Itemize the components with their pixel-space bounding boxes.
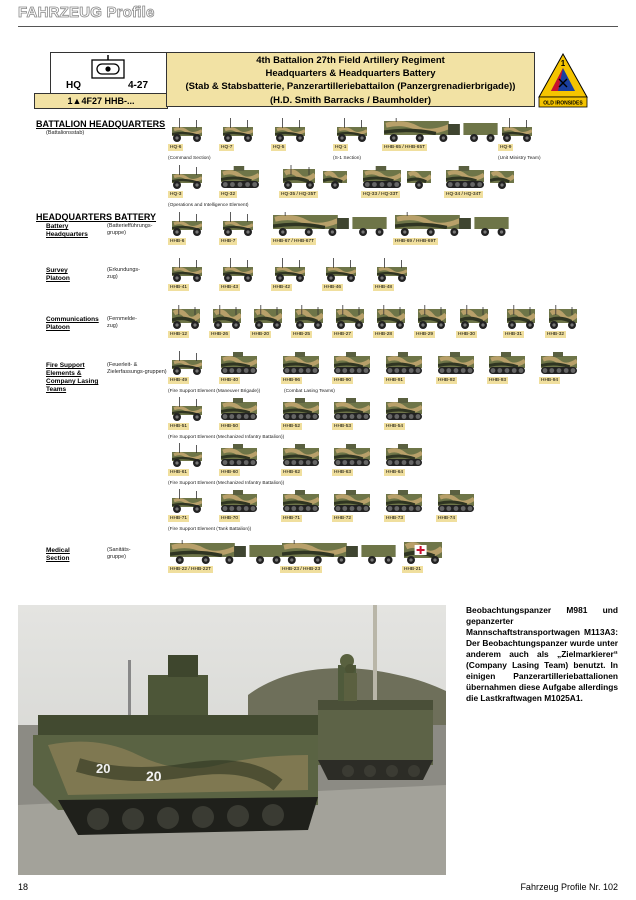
vehicle-label: HHB-43 — [221, 285, 239, 290]
note-combat-lasing: (Combat Lasing Teams) — [284, 389, 335, 394]
vehicle-label: HHB-94 — [541, 378, 559, 383]
vehicle-label: HHB-49 — [170, 378, 188, 383]
vehicle-m981 — [436, 351, 476, 381]
vehicle-m981 — [332, 443, 372, 473]
tracked-artillery-symbol-icon — [91, 55, 125, 79]
vehicle-hmmwv — [219, 118, 257, 148]
vehicle-truck — [280, 540, 398, 570]
truck-icon — [393, 212, 511, 237]
vehicle-m981 — [219, 489, 259, 519]
hmmwv-icon — [271, 118, 309, 143]
hmmwv-icon — [219, 118, 257, 143]
vehicle-label: HHB-96 — [283, 378, 301, 383]
vehicle-label: HHB-72 — [334, 516, 352, 521]
vehicle-m981 — [539, 351, 579, 381]
vehicle-label: HQ-1 — [335, 145, 347, 150]
vehicle-hmmwvs — [168, 305, 204, 335]
group-battery-hq-de: (Batteriefführungs-gruppe) — [107, 223, 153, 236]
vehicle-label: HHB-62 — [283, 470, 301, 475]
vehicle-label: HHB-64 — [386, 470, 404, 475]
hmmwvs-icon — [545, 305, 581, 330]
hmmwv-icon — [498, 118, 536, 143]
vehicle-hmmwv — [168, 212, 206, 242]
vehicle-hmmwv — [219, 212, 257, 242]
vehicle-label: HHB-50 — [221, 424, 239, 429]
vehicle-m981 — [384, 443, 424, 473]
m981-icon — [384, 397, 424, 422]
vehicle-m981 — [384, 489, 424, 519]
vehicle-label: HHB-53 — [334, 424, 352, 429]
group-comms: Communications Platoon — [46, 316, 99, 331]
truck-icon — [280, 540, 398, 565]
patch-motto: OLD IRONSIDES — [543, 100, 583, 107]
hmmwv-icon — [271, 258, 309, 283]
vehicle-m981 — [384, 351, 424, 381]
vehicle-label: HHB-67 / HHB-67T — [273, 239, 315, 244]
hmmwvs-icon — [456, 305, 492, 330]
vehicle-label: HHB-74 — [438, 516, 456, 521]
m981-icon — [281, 443, 321, 468]
note-fse-tank: (Fire Support Element (Tank Battalion)) — [168, 527, 252, 532]
vehicle-label: HQ-32 — [221, 192, 236, 197]
vehicle-label: HQ-33 / HQ-33T — [363, 192, 399, 197]
vehicle-m981 — [219, 443, 259, 473]
hmmwv-icon — [168, 165, 206, 190]
note-fse-maneuver: (Fire Support Element (Maneuver Brigade)) — [168, 389, 261, 394]
truck-icon — [271, 212, 389, 237]
vehicle-hmmwvs — [373, 305, 409, 335]
vehicle-label: HHB-65 / HHB-65T — [384, 145, 426, 150]
vehicle-photo — [18, 605, 446, 875]
vehicle-hmmwv — [219, 258, 257, 288]
group-fire-support: Fire Support Elements & Company Lasing Teams — [46, 362, 99, 393]
note-s1-section: (S-1 Section) — [333, 156, 361, 161]
vehicle-m577trailer — [361, 165, 433, 195]
m981-icon — [332, 443, 372, 468]
section-battalion-hq-de: (Battalionsstab) — [46, 130, 85, 136]
vehicle-m981 — [219, 397, 259, 427]
m577trailer-icon — [361, 165, 433, 190]
vehicle-label: HQ-6 — [170, 145, 182, 150]
vehicle-label: HHB-61 — [170, 470, 188, 475]
vehicle-label: HHB-32 — [547, 332, 565, 337]
vehicle-hmmwv — [373, 258, 411, 288]
vehicle-label: HQ-7 — [221, 145, 233, 150]
title-line: Headquarters & Headquarters Battery — [265, 68, 436, 80]
vehicle-hmmwvs — [291, 305, 327, 335]
division-patch — [538, 53, 588, 108]
vehicle-hmmwvs — [414, 305, 450, 335]
hull-number: 20 — [96, 761, 111, 776]
hmmwv-icon — [333, 118, 371, 143]
hmmwv-icon — [168, 258, 206, 283]
vehicle-label: HHB-29 — [416, 332, 434, 337]
vehicle-hmmwvs — [332, 305, 368, 335]
vehicle-label: HHB-51 — [170, 424, 188, 429]
unit-symbol — [50, 52, 168, 95]
vehicle-truck — [382, 118, 500, 148]
m981-icon — [219, 443, 259, 468]
vehicle-m981 — [487, 351, 527, 381]
vehicle-m981 — [384, 397, 424, 427]
publication-name: Fahrzeug Profile Nr. 102 — [520, 882, 618, 892]
group-medical: Medical Section — [46, 547, 70, 562]
note-command-section: (Command Section) — [168, 156, 211, 161]
m577trailer-icon — [444, 165, 516, 190]
hull-number: 20 — [146, 768, 162, 784]
page-number: 18 — [18, 882, 29, 892]
vehicle-label: HHB-93 — [489, 378, 507, 383]
vehicle-label: HHB-48 — [375, 285, 393, 290]
m981-icon — [384, 443, 424, 468]
group-battery-hq: Battery Headquarters — [46, 223, 88, 238]
vehicle-label: HHB-71 — [170, 516, 188, 521]
vehicle-label: HHB-25 — [293, 332, 311, 337]
m981-icon — [539, 351, 579, 376]
vehicle-hmmwvtrailer — [279, 165, 349, 195]
vehicle-hmmwv — [168, 351, 206, 381]
vehicle-label: HQ-35 / HQ-35T — [281, 192, 317, 197]
m981-icon — [281, 489, 321, 514]
vehicle-hmmwv — [168, 258, 206, 288]
truck-icon — [168, 540, 286, 565]
vehicle-label: HHB-20 — [252, 332, 270, 337]
vehicle-label: HHB-46 — [324, 285, 342, 290]
unit-title-box — [166, 52, 535, 107]
vehicle-ambulance — [402, 540, 444, 570]
vehicle-label: HHB-27 — [334, 332, 352, 337]
note-ops-intel: (Operations and Intelligence Element) — [168, 203, 249, 208]
group-comms-de: (Fernmelde-zug) — [107, 316, 137, 329]
section-hq-battery: HEADQUARTERS BATTERY — [36, 212, 157, 222]
vehicle-label: HQ-34 / HQ-34T — [446, 192, 482, 197]
truck-icon — [382, 118, 500, 143]
hmmwvs-icon — [503, 305, 539, 330]
vehicle-truck — [168, 540, 286, 570]
m981-icon — [281, 397, 321, 422]
hmmwv-icon — [168, 118, 206, 143]
vehicle-label: HHB-30 — [458, 332, 476, 337]
m981-icon — [332, 351, 372, 376]
vehicle-label: HHB-12 — [170, 332, 188, 337]
hmmwv-icon — [219, 212, 257, 237]
vehicle-label: HHB-41 — [170, 285, 188, 290]
vehicle-label: HHB-69 / HHB-69T — [395, 239, 437, 244]
vehicle-m577trailer — [444, 165, 516, 195]
vehicle-m981 — [281, 489, 321, 519]
unit-hq-label: HQ — [66, 80, 81, 91]
vehicle-m577 — [219, 165, 261, 195]
note-fse-mech-2: (Fire Support Element (Mechanized Infantry Battalion)) — [168, 481, 285, 486]
hmmwvs-icon — [209, 305, 245, 330]
hmmwvtrailer-icon — [279, 165, 349, 190]
m981-icon — [219, 351, 259, 376]
m981-icon — [487, 351, 527, 376]
vehicle-label: HHB-42 — [273, 285, 291, 290]
vehicle-m981 — [436, 489, 476, 519]
m981-icon — [436, 489, 476, 514]
vehicle-m981 — [281, 351, 321, 381]
m981-icon — [384, 489, 424, 514]
vehicle-hmmwv — [271, 118, 309, 148]
hmmwv-icon — [219, 258, 257, 283]
vehicle-hmmwv — [168, 397, 206, 427]
vehicle-hmmwvs — [456, 305, 492, 335]
vehicle-hmmwv — [168, 489, 206, 519]
hmmwv-icon — [373, 258, 411, 283]
vehicle-hmmwv — [168, 443, 206, 473]
unit-designation: 4-27 — [128, 80, 149, 91]
header-rule — [18, 26, 618, 27]
vehicle-hmmwv — [498, 118, 536, 148]
vehicle-hmmwvs — [250, 305, 286, 335]
vehicle-label: HHB-63 — [334, 470, 352, 475]
vehicle-label: HHB-21 — [404, 567, 422, 572]
hmmwv-icon — [168, 212, 206, 237]
vehicle-label: HQ-3 — [170, 192, 182, 197]
m981-icon — [219, 397, 259, 422]
m577-icon — [219, 165, 261, 190]
m981-icon — [332, 489, 372, 514]
vehicle-m981 — [332, 489, 372, 519]
vehicle-label: HHB-7 — [221, 239, 236, 244]
vehicle-label: HHB-26 — [211, 332, 229, 337]
vehicle-label: HHB-6 — [170, 239, 185, 244]
vehicle-label: HHB-23 / HHB-23 — [282, 567, 321, 572]
hmmwv-icon — [322, 258, 360, 283]
vehicle-label: HHB-28 — [375, 332, 393, 337]
vehicle-truck — [393, 212, 511, 242]
hmmwv-icon — [168, 351, 206, 376]
hmmwvs-icon — [414, 305, 450, 330]
hmmwvs-icon — [373, 305, 409, 330]
vehicle-hmmwv — [271, 258, 309, 288]
note-fse-mech-1: (Fire Support Element (Mechanized Infantry Battalion)) — [168, 435, 285, 440]
group-survey: Survey Platoon — [46, 267, 70, 282]
hmmwv-icon — [168, 489, 206, 514]
ambulance-icon — [402, 540, 444, 565]
vehicle-label: HHB-90 — [334, 378, 352, 383]
vehicle-truck — [271, 212, 389, 242]
vehicle-label: HQ-9 — [500, 145, 512, 150]
vehicle-hmmwv — [322, 258, 360, 288]
vehicle-label: HHB-60 — [221, 470, 239, 475]
vehicle-label: HHB-40 — [221, 378, 239, 383]
vehicle-label: HHB-71 — [283, 516, 301, 521]
vehicle-hmmwvs — [503, 305, 539, 335]
vehicle-label: HQ-5 — [273, 145, 285, 150]
group-medical-de: (Sanitäts-gruppe) — [107, 547, 131, 560]
title-line: (Stab & Stabsbatterie, Panzerartilleriebattailon (Panzergrenadierbrigade)) — [185, 81, 516, 93]
vehicle-label: HHB-73 — [386, 516, 404, 521]
vehicle-label: HHB-91 — [386, 378, 404, 383]
vehicle-hmmwvs — [209, 305, 245, 335]
vehicle-label: HHB-92 — [438, 378, 456, 383]
group-fire-support-de: (Feuerleit- & Zielerfassungs-gruppen) — [107, 362, 167, 375]
group-survey-de: (Erkundungs-zug) — [107, 267, 141, 280]
m981-icon — [219, 489, 259, 514]
section-battalion-hq: BATTALION HEADQUARTERS — [36, 119, 166, 129]
m981-icon — [332, 397, 372, 422]
hmmwv-icon — [168, 443, 206, 468]
m981-icon — [436, 351, 476, 376]
vehicle-label: HHB-54 — [386, 424, 404, 429]
vehicle-label: HHB-31 — [505, 332, 523, 337]
vehicle-hmmwv — [333, 118, 371, 148]
note-unit-ministry: (Unit Ministry Team) — [498, 156, 541, 161]
title-line: 4th Battalion 27th Field Artillery Regiment — [256, 55, 445, 66]
hmmwvs-icon — [250, 305, 286, 330]
vehicle-m981 — [281, 443, 321, 473]
armored-division-patch-icon — [538, 53, 588, 108]
vehicle-label: HHB-70 — [221, 516, 239, 521]
vehicle-m981 — [332, 351, 372, 381]
hmmwvs-icon — [291, 305, 327, 330]
hmmwvs-icon — [168, 305, 204, 330]
vehicle-hmmwv — [168, 118, 206, 148]
vehicle-m981 — [219, 351, 259, 381]
photo-caption: Beobachtungspanzer M981 und gepanzerter Mannschaftstransportwagen M113A3: Der Beobachtungspanzer wurde unter anderem auch als „Zielmarkierer“ (Company Lasing Team) benutzt. In einigen Panzerartilleriebattalionen übernahmen diese Aufgabe allerdings die Lastkraftwagen M1025A1. — [466, 605, 618, 703]
unit-bumper-code: 1▲4F27 HHB-... — [34, 93, 168, 109]
hmmwv-icon — [168, 397, 206, 422]
patch-number: 1 — [560, 59, 566, 68]
m981-icon — [384, 351, 424, 376]
hmmwvs-icon — [332, 305, 368, 330]
vehicle-label: HHB-22 / HHB-22T — [170, 567, 212, 572]
vehicle-label: HHB-52 — [283, 424, 301, 429]
vehicle-m981 — [332, 397, 372, 427]
vehicle-hmmwv — [168, 165, 206, 195]
magazine-title: FAHRZEUG Profile — [18, 4, 155, 21]
title-line: (H.D. Smith Barracks / Baumholder) — [269, 94, 431, 106]
m981-icon — [281, 351, 321, 376]
vehicle-m981 — [281, 397, 321, 427]
vehicle-hmmwvs — [545, 305, 581, 335]
